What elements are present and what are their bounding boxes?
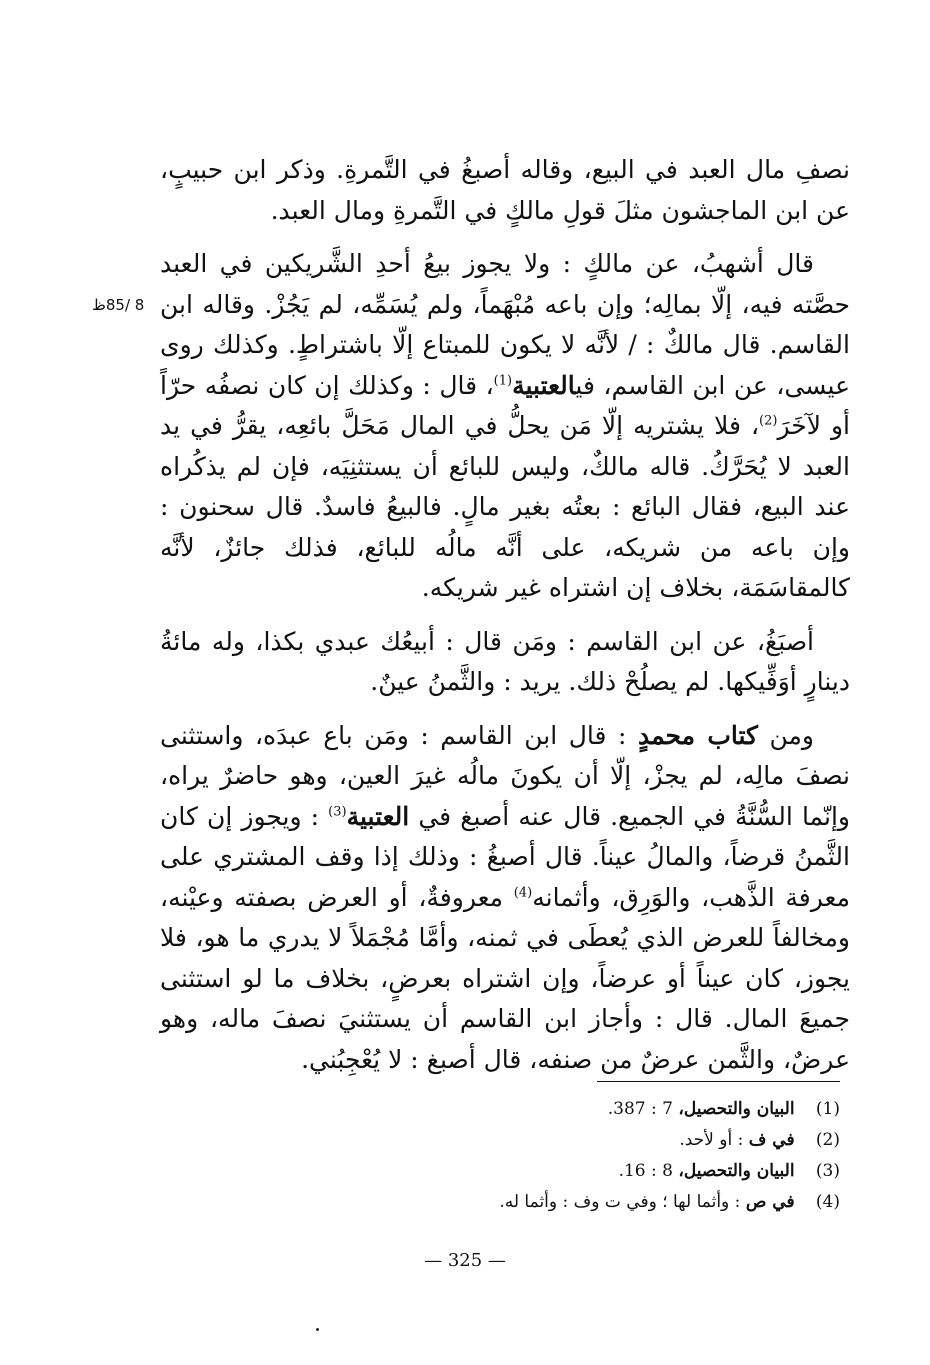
source-title-kitab-muhammad: كتاب محمدٍ (637, 720, 758, 750)
footnote-2 (460, 1125, 840, 1156)
footnote-ref-1: (1) (493, 373, 513, 389)
footnote-separator (597, 1081, 840, 1082)
footnote-ref-4: (4) (513, 885, 533, 901)
manuscript-folio-reference: 8 /85ظ (92, 296, 145, 314)
paragraph-4-text-4: معروفةٌ، أو العرض بصفته وعيْنه، ومخالفاً للعرض الذي يُعطَى في ثمنه، وأمَّا مُجْمَلاً لا يدري ما هو، فلا يجوز، كان عيناً أو عرضاً، وإن اشتراه بعرضٍ، بخلاف ما لو استثنى جميعَ المال. قال : وأجاز ابن القاسم أن يستثنيَ نصفَ ماله، وهو عرضٌ، والثَّمن عرضٌ من صنفه، قال أصبغ : لا يُعْجِبُني. (160, 882, 850, 1074)
paragraph-4-text-2: : قال ابن القاسم : ومَن باع عبدَه، واستثنى نصفَ مالِه، لم يجزْ، إلّا أن يكونَ مالُه غيرَ العين، وهو حاضرٌ يراه، وإنّما السُّنَّةُ في الجميع. قال عنه أصبغ في (160, 720, 850, 831)
paragraph-4-text-3: : ويجوز إن كان الثَّمنُ قرضاً، والمالُ عيناً. قال أصبغُ : وذلك إذا وقف المشتري على معرفة الذَّهب، والوَرِق، وأثمانه (160, 801, 850, 912)
footnote-number: (3) (815, 1161, 840, 1181)
footnote-ref-3: (3) (328, 804, 347, 820)
footnote-source: البيان والتحصيل، (678, 1099, 795, 1119)
main-text (160, 150, 850, 1093)
paragraph-4-text-1: ومن (757, 720, 814, 750)
footnote-text: : وأثما لها ؛ وفي ت وف : وأثما له. (499, 1192, 746, 1212)
scan-speck (316, 1328, 319, 1331)
footnote-number: (2) (815, 1130, 840, 1150)
footnote-source: في ص (745, 1192, 795, 1212)
paragraph-4 (160, 716, 850, 1081)
footnote-text: : أو لأحد. (679, 1130, 749, 1150)
footnote-1 (460, 1094, 840, 1125)
source-title-atbiyya-2: العتبية (346, 801, 410, 831)
footnote-number: (1) (815, 1099, 840, 1119)
page-number: — 325 — (424, 1250, 506, 1271)
footnote-text: 8 : 16. (618, 1161, 679, 1181)
paragraph-2-text-1: قال أشهبُ، عن مالكٍ : ولا يجوز بيعُ أحدِ الشَّريكين في العبد حصَّته فيه، إلّا بمالِه؛ وإن باعه مُبْهَماً، ولم يُسَمِّه، لم يَجُزْ. وقاله ابن القاسم. قال مالكٌ : / لأنَّه لا يكون للمبتاع إلّا باشتراطٍ. وكذلك روى عيسى، عن ابن القاسم، في (160, 249, 850, 400)
paragraph-2-text-3: ، فلا يشتريه إلّا مَن يحلُّ في المال مَحَلَّ بائعِه، يقرُّ في يد العبد لا يُحَرَّكُ. قاله مالكٌ، وليس للبائع أن يستثنِيَه، فإن لم يذكُراه عند البيع، فقال البائع : بعتُه بغير مالٍ. فالبيعُ فاسدٌ. قال سحنون : وإن باعه من شريكه، على أنَّه مالُه للبائع، فذلك جائزٌ، لأنَّه كالمقاسَمَة، بخلاف إن اشتراه غير شريكه. (160, 411, 850, 602)
footnote-4 (460, 1187, 840, 1218)
paragraph-1: نصفِ مال العبد في البيع، وقاله أصبغُ في التَّمرةِ. وذكر ابن حبيبٍ، عن ابن الماجشون مثلَ قولِ مالكٍ في التَّمرةِ ومال العبد. (160, 155, 850, 225)
footnote-text: 7 : 387. (607, 1099, 679, 1119)
footnote-ref-2: (2) (759, 413, 778, 429)
footnote-number: (4) (815, 1192, 840, 1212)
footnote-3 (460, 1156, 840, 1187)
paragraph-2-text-2: ، قال : وكذلك إن كان نصفُه حرّاً أو لآخَرَ (160, 370, 850, 440)
source-title-atbiyya: العتبية (512, 370, 576, 400)
paragraph-3: أصبَغُ، عن ابن القاسم : ومَن قال : أبيعُك عبدي بكذا، وله مائةُ دينارٍ أوَفِّيكها. لم يصلُحْ ذلك. يريد : والثَّمنُ عينٌ. (160, 626, 850, 696)
footnote-source: في ف (748, 1130, 795, 1150)
paragraph-2 (160, 244, 850, 609)
footnotes (460, 1094, 840, 1218)
footnote-source: البيان والتحصيل، (678, 1161, 795, 1181)
